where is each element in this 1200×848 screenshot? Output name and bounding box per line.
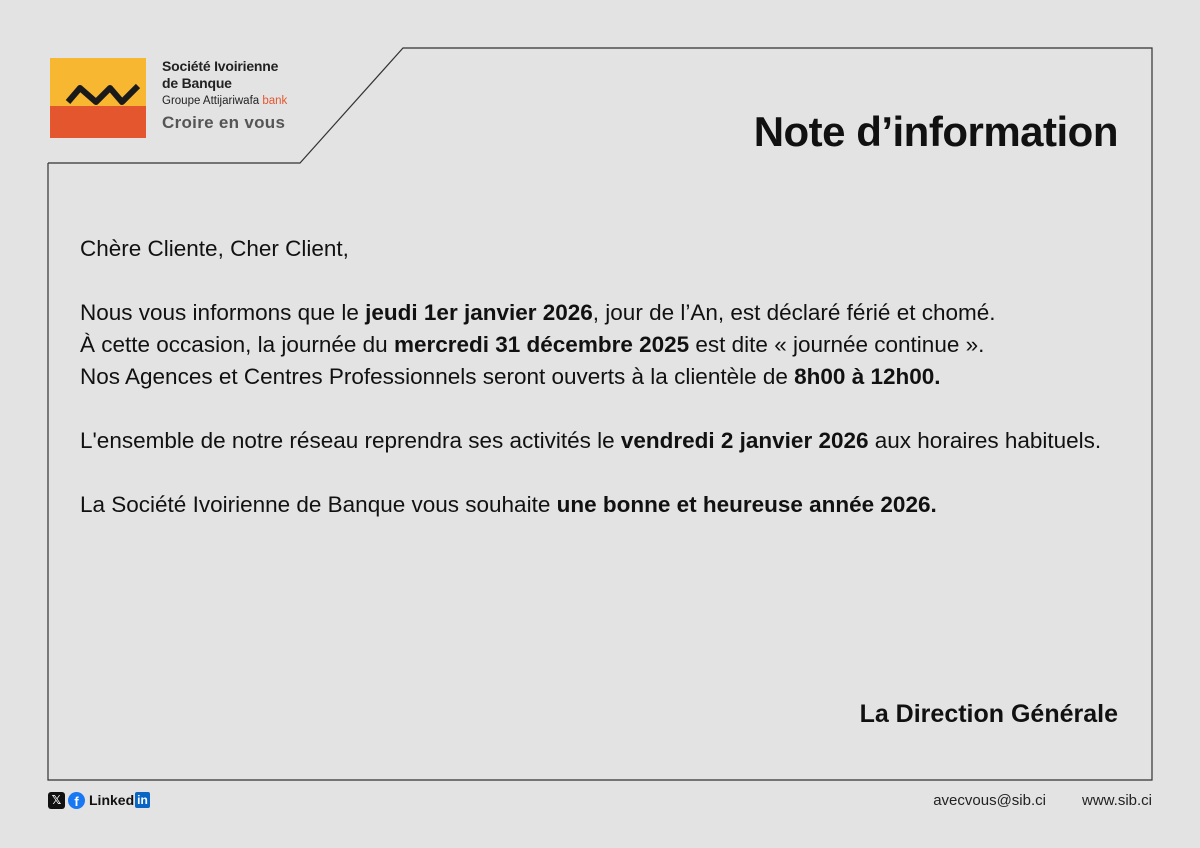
footer-contact <box>933 792 1152 809</box>
notice-body <box>80 233 1130 553</box>
logo-name-line2: de Banque <box>162 75 232 91</box>
document-title: Note d’information <box>753 108 1118 155</box>
logo-group <box>162 93 322 109</box>
p3-text1: La Société Ivoirienne de Banque vous souhaite <box>80 492 557 517</box>
p3-bold-wishes: une bonne et heureuse année 2026. <box>556 492 937 517</box>
sib-logo-mark <box>50 58 146 138</box>
linkedin-box: in <box>137 793 148 807</box>
logo-name-line1: Société Ivoirienne <box>162 58 279 74</box>
p2-text1: L'ensemble de notre réseau reprendra ses activités le <box>80 428 621 453</box>
p2-bold-resume-date: vendredi 2 janvier 2026 <box>620 428 869 453</box>
p1-text4: est dite « journée continue ». <box>689 332 985 357</box>
p1-text3: À cette occasion, la journée du <box>80 332 394 357</box>
email-link[interactable]: avecvous@sib.ci <box>933 792 1046 809</box>
paragraph-wishes <box>80 489 1130 521</box>
social-links <box>48 791 150 809</box>
facebook-icon[interactable]: f <box>68 792 85 809</box>
signature: La Direction Générale <box>859 700 1118 728</box>
paragraph-holiday <box>80 297 1130 393</box>
p1-text2: , jour de l’An, est déclaré férié et chomé. <box>592 300 996 325</box>
x-icon[interactable]: 𝕏 <box>48 792 65 809</box>
sib-logo <box>50 58 310 140</box>
p1-bold-continuous-day: mercredi 31 décembre 2025 <box>393 332 690 357</box>
website-link[interactable]: www.sib.ci <box>1081 792 1152 809</box>
logo-group-bank: bank <box>262 95 288 107</box>
p1-bold-holiday-date: jeudi 1er janvier 2026 <box>365 300 593 325</box>
p2-text2: aux horaires habituels. <box>868 428 1102 453</box>
paragraph-resume <box>80 425 1130 457</box>
p1-text1: Nous vous informons que le <box>80 300 366 325</box>
logo-group-name: Groupe Attijariwafa <box>162 95 260 107</box>
logo-tagline: Croire en vous <box>162 113 286 132</box>
p1-text5: Nos Agences et Centres Professionnels seront ouverts à la clientèle de <box>80 364 795 389</box>
greeting: Chère Cliente, Cher Client, <box>80 236 349 261</box>
linkedin-text: Linked <box>89 792 135 808</box>
linkedin-icon[interactable] <box>89 792 150 808</box>
p1-bold-hours: 8h00 à 12h00. <box>794 364 941 389</box>
